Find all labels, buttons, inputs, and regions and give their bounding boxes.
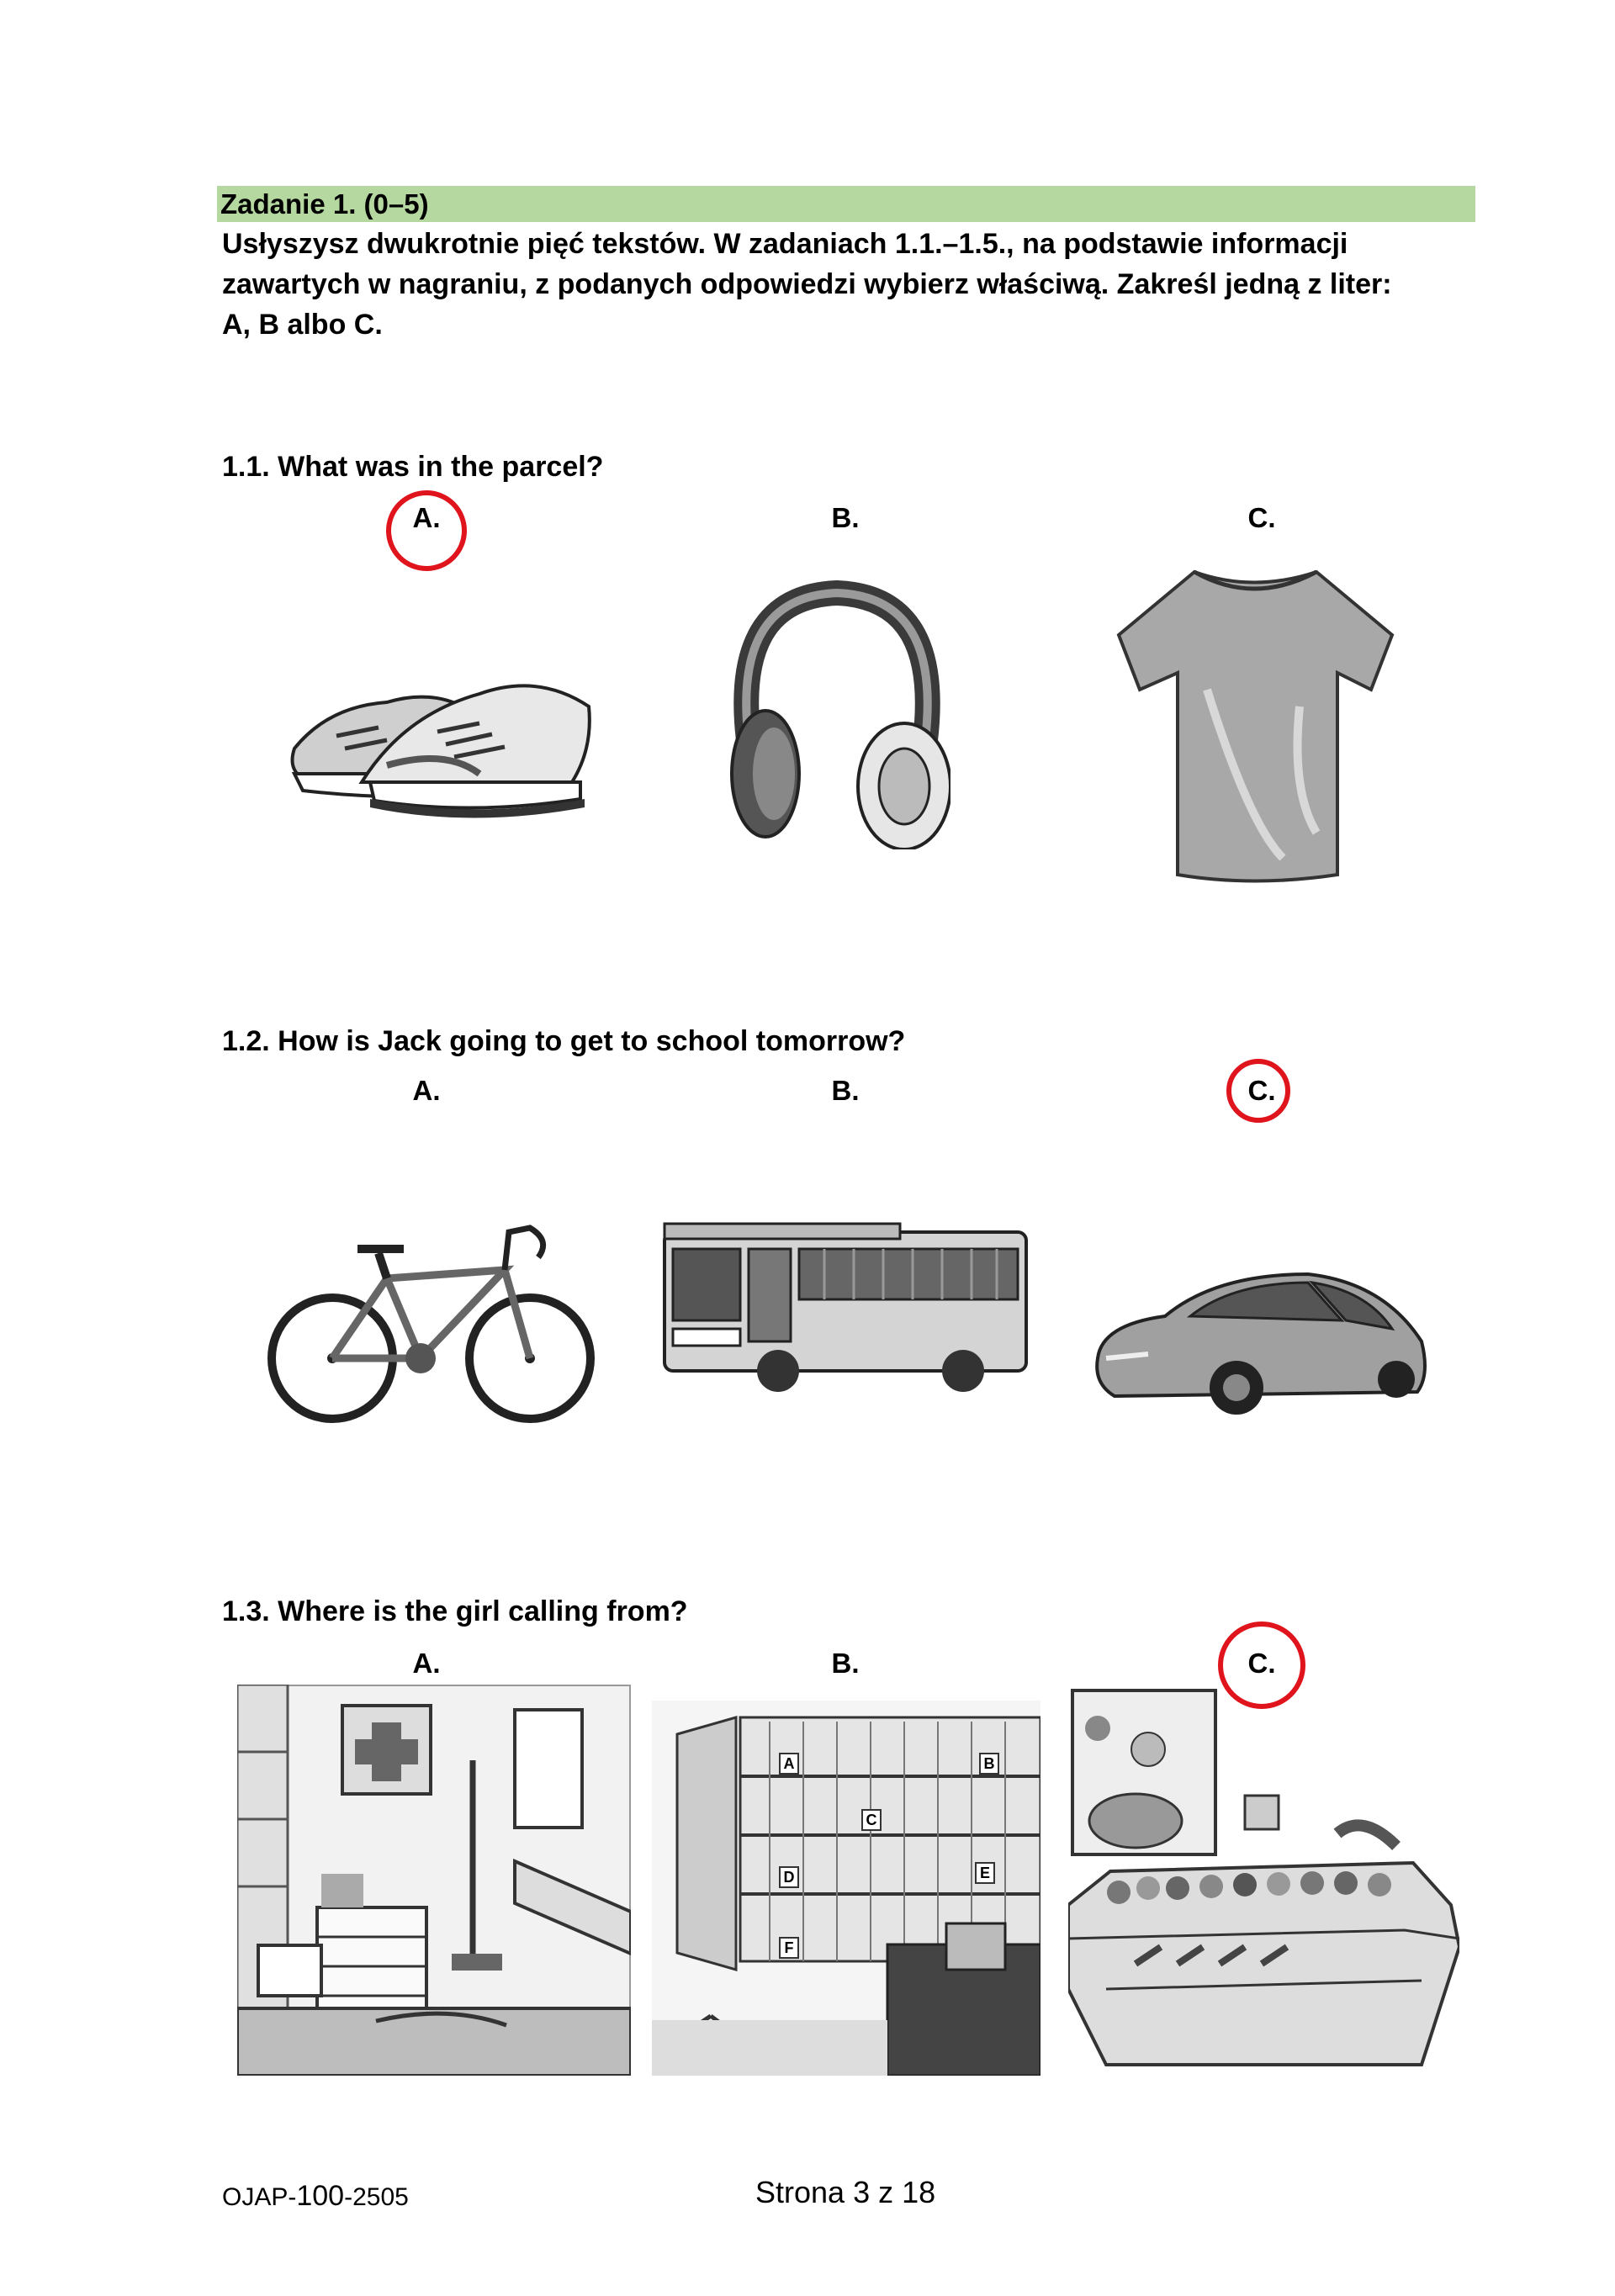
question-1-1: 1.1. What was in the parcel?	[222, 451, 604, 483]
option-label[interactable]: B.	[831, 502, 860, 533]
doctors-office-image	[237, 1685, 631, 2076]
bus-image	[660, 1219, 1030, 1396]
option-label[interactable]: C.	[1247, 502, 1276, 533]
shelf-letter: B	[983, 1755, 995, 1772]
bicycle-image	[261, 1215, 601, 1426]
task-instructions	[222, 224, 1484, 345]
headphones-image	[723, 580, 950, 849]
page-number: Strona 3 z 18	[755, 2175, 936, 2209]
car-image	[1089, 1257, 1434, 1417]
exam-code-suffix: -2505	[344, 2183, 409, 2211]
option-label[interactable]: C.	[1247, 1648, 1276, 1679]
exam-code	[222, 2180, 409, 2213]
instructions-line: zawartych w nagraniu, z podanych odpowiedzi wybierz właściwą. Zakreśl jedną z liter:	[222, 268, 1392, 300]
instructions-line: A, B albo C.	[222, 309, 383, 341]
shelf-letter: A	[783, 1755, 795, 1772]
answer-circle-mark	[1226, 1059, 1290, 1123]
answer-circle-mark	[386, 490, 467, 571]
library-image	[652, 1701, 1040, 2076]
option-label[interactable]: A.	[412, 502, 441, 533]
exam-code-number: 100	[296, 2180, 345, 2212]
task-header: Zadanie 1. (0–5)	[217, 186, 1475, 222]
shelf-letter: C	[866, 1812, 877, 1828]
question-1-2: 1.2. How is Jack going to get to school tomorrow?	[222, 1025, 906, 1057]
tshirt-image	[1115, 555, 1396, 887]
market-stall-image	[1068, 1686, 1459, 2076]
question-1-3: 1.3. Where is the girl calling from?	[222, 1595, 688, 1627]
option-label[interactable]: B.	[831, 1075, 860, 1106]
instructions-line: Usłyszysz dwukrotnie pięć tekstów. W zadaniach 1.1.–1.5., na podstawie informacji	[222, 228, 1348, 260]
exam-code-prefix: OJAP-	[222, 2183, 297, 2211]
option-label[interactable]: B.	[831, 1648, 860, 1679]
shelf-letter: F	[784, 1939, 794, 1956]
shelf-letter: E	[979, 1865, 991, 1881]
option-label[interactable]: A.	[412, 1075, 441, 1106]
shelf-letter: D	[783, 1869, 795, 1886]
option-label[interactable]: C.	[1247, 1075, 1276, 1106]
option-label[interactable]: A.	[412, 1648, 441, 1679]
sneakers-image	[261, 656, 597, 824]
